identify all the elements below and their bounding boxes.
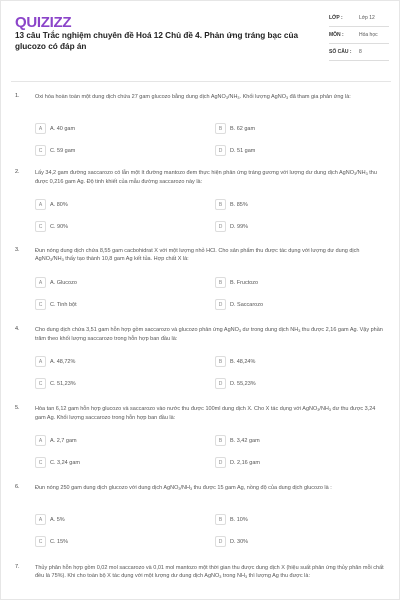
option-letter-badge: B xyxy=(215,199,226,210)
header-divider xyxy=(11,81,391,82)
option-text: A. 5% xyxy=(50,516,65,523)
option-text: D. 99% xyxy=(230,223,249,230)
option-letter-badge: D xyxy=(215,221,226,232)
meta-count-label: SỐ CÂU : xyxy=(329,49,352,55)
answer-option-a[interactable] xyxy=(35,356,195,367)
answer-option-d[interactable] xyxy=(215,145,375,156)
option-letter-badge: D xyxy=(215,378,226,389)
question-number: 4. xyxy=(15,326,20,332)
answer-option-b[interactable] xyxy=(215,199,375,210)
answer-option-d[interactable] xyxy=(215,221,375,232)
option-letter-badge: A xyxy=(35,277,46,288)
answer-option-d[interactable] xyxy=(215,299,375,310)
option-letter-badge: B xyxy=(215,435,226,446)
option-text: A. 80% xyxy=(50,201,68,208)
option-text: D. 51 gam xyxy=(230,147,256,154)
option-letter-badge: C xyxy=(35,378,46,389)
question-number: 7. xyxy=(15,564,20,570)
question-number: 3. xyxy=(15,247,20,253)
meta-subject-value: Hóa học xyxy=(359,32,378,38)
answer-option-c[interactable] xyxy=(35,221,195,232)
answer-option-c[interactable] xyxy=(35,536,195,547)
question-number: 5. xyxy=(15,405,20,411)
answer-option-a[interactable] xyxy=(35,514,195,525)
option-text: B. 62 gam xyxy=(230,125,256,132)
option-letter-badge: A xyxy=(35,199,46,210)
meta-subject-label: MÔN : xyxy=(329,32,344,38)
question-text: Lấy 34,2 gam đường saccarozo có lẫn một ít đường mantozo đem thực hiện phản ứng tráng gương với lượng dư dung dịch $AgNO_3/NH_3$ thu được 0,216 gam Ag. Độ tinh khiết của mẫu đường saccarozo này là: xyxy=(35,170,377,185)
option-letter-badge: A xyxy=(35,435,46,446)
worksheet-title: 13 câu Trắc nghiệm chuyên đề Hoá 12 Chủ đề 4. Phản ứng tráng bạc của glucozo có đáp án xyxy=(15,31,299,51)
question-text: Oxi hóa hoàn toàn một dung dịch chứa 27 gam glucozo bằng dung dịch $AgNO_3/NH_3$. Khối lượng AgNO$_3$ đã tham gia phản ứng là: xyxy=(35,94,351,100)
meta-class-row xyxy=(329,15,389,27)
meta-class-label: LỚP : xyxy=(329,15,343,21)
option-letter-badge: B xyxy=(215,277,226,288)
question-text: Hòa tan 6,12 gam hỗn hợp glucozo và saccarozo vào nước thu được 100ml dung dịch X. Cho X tác dụng với $AgNO_3/NH_3$ dư thu được 3,24 gam Ag. Khối lượng saccarozo trong hỗn hợp ban đầu là: xyxy=(35,406,376,421)
option-text: B. 3,42 gam xyxy=(230,437,260,444)
option-letter-badge: C xyxy=(35,457,46,468)
question-text: Đun nóng 250 gam dung dịch glucozo với dung dịch $AgNO_3/NH_3$ thu được 15 gam Ag, nồng độ của dung dịch glucozo là : xyxy=(35,485,332,491)
answer-option-b[interactable] xyxy=(215,123,375,134)
option-letter-badge: B xyxy=(215,514,226,525)
option-text: D. 2,16 gam xyxy=(230,459,260,466)
option-letter-badge: D xyxy=(215,145,226,156)
option-letter-badge: D xyxy=(215,299,226,310)
option-text: A. 40 gam xyxy=(50,125,76,132)
worksheet-meta xyxy=(329,15,389,66)
answer-option-b[interactable] xyxy=(215,277,375,288)
option-text: B. 10% xyxy=(230,516,248,523)
option-text: B. Fructozo xyxy=(230,279,259,286)
question-text: Thủy phân hỗn hợp gồm 0,02 mol saccarozo và 0,01 mol mantozo một thời gian thu được dung dịch X (hiệu suất phản ứng thủy phân mỗi chất đều là 75%). Khi cho toàn bộ X tác dụng với một lượng dư dung dịch AgNO$_3$ trong $NH_3$ thì lượng Ag thu được là: xyxy=(35,565,384,580)
answer-option-a[interactable] xyxy=(35,277,195,288)
option-letter-badge: C xyxy=(35,221,46,232)
option-text: B. 48,24% xyxy=(230,358,256,365)
option-text: C. 90% xyxy=(50,223,69,230)
option-text: B. 85% xyxy=(230,201,248,208)
option-text: D. 55,23% xyxy=(230,380,256,387)
question-number: 1. xyxy=(15,93,20,99)
answer-option-d[interactable] xyxy=(215,378,375,389)
option-text: A. Glucozo xyxy=(50,279,77,286)
option-text: D. Saccarozo xyxy=(230,301,264,308)
quizizz-logo: QUIZIZZ xyxy=(15,14,72,31)
option-text: C. 51,23% xyxy=(50,380,76,387)
answer-option-d[interactable] xyxy=(215,457,375,468)
answer-option-a[interactable] xyxy=(35,123,195,134)
question-number: 2. xyxy=(15,169,20,175)
option-letter-badge: C xyxy=(35,145,46,156)
option-letter-badge: D xyxy=(215,457,226,468)
meta-count-row xyxy=(329,49,389,61)
meta-class-value: Lớp 12 xyxy=(359,15,375,21)
question-number: 6. xyxy=(15,484,20,490)
answer-option-a[interactable] xyxy=(35,199,195,210)
answer-option-c[interactable] xyxy=(35,299,195,310)
option-letter-badge: A xyxy=(35,123,46,134)
option-text: A. 2,7 gam xyxy=(50,437,77,444)
option-text: C. 3,24 gam xyxy=(50,459,80,466)
option-letter-badge: B xyxy=(215,123,226,134)
option-letter-badge: C xyxy=(35,299,46,310)
answer-option-c[interactable] xyxy=(35,457,195,468)
option-text: C. 15% xyxy=(50,538,69,545)
option-letter-badge: B xyxy=(215,356,226,367)
answer-option-a[interactable] xyxy=(35,435,195,446)
option-letter-badge: D xyxy=(215,536,226,547)
answer-option-b[interactable] xyxy=(215,356,375,367)
answer-option-b[interactable] xyxy=(215,514,375,525)
option-letter-badge: A xyxy=(35,356,46,367)
meta-count-value: 8 xyxy=(359,49,362,55)
answer-option-d[interactable] xyxy=(215,536,375,547)
answer-option-c[interactable] xyxy=(35,378,195,389)
meta-subject-row xyxy=(329,32,389,44)
option-text: C. 59 gam xyxy=(50,147,76,154)
option-text: A. 48,72% xyxy=(50,358,76,365)
answer-option-c[interactable] xyxy=(35,145,195,156)
question-text: Đun nóng dung dịch chứa 8,55 gam cacbohidrat X với một lượng nhỏ HCl. Cho sản phẩm thu được tác dụng với lượng dư dung dịch $AgNO_3/NH_3$ thấy tạo thành 10,8 gam Ag kết tủa. Hợp chất X là: xyxy=(35,248,360,263)
question-text: Cho dung dịch chứa 3,51 gam hỗn hợp gồm saccarozo và glucozo phản ứng AgNO$_3$ dư trong dung dịch $NH_3$ thu được 2,16 gam Ag. Vậy phần trăm theo khối lượng saccarozo trong hỗn hợp ban đầu là: xyxy=(35,327,383,342)
option-text: C. Tinh bột xyxy=(50,301,77,308)
option-text: D. 30% xyxy=(230,538,249,545)
option-letter-badge: A xyxy=(35,514,46,525)
option-letter-badge: C xyxy=(35,536,46,547)
answer-option-b[interactable] xyxy=(215,435,375,446)
